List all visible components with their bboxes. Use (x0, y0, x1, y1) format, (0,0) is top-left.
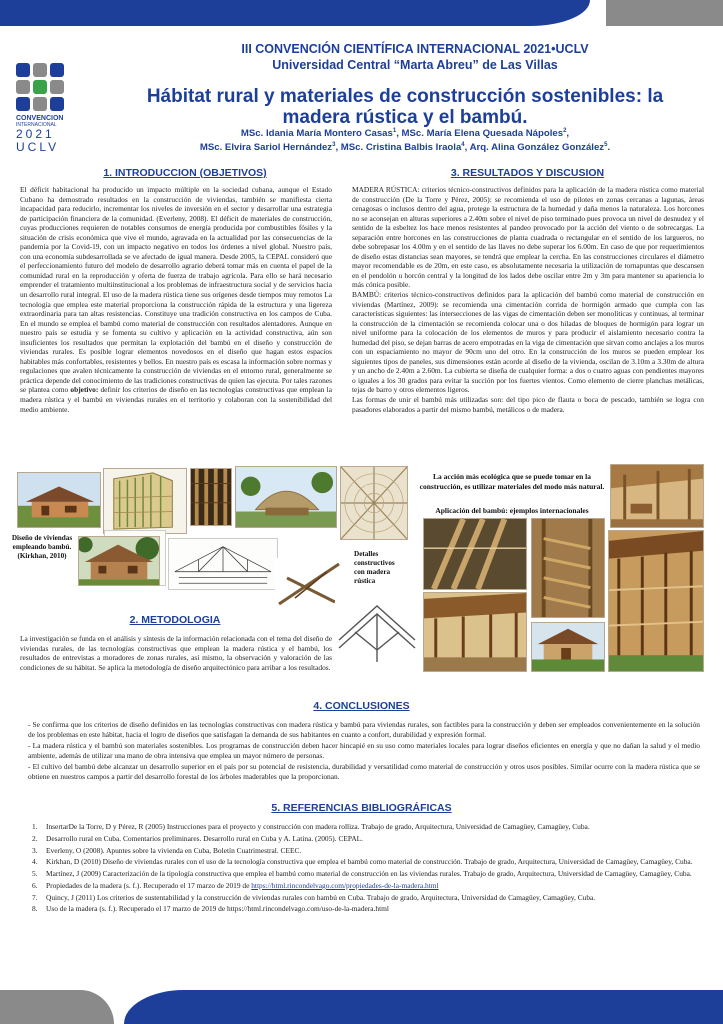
logo-square (16, 97, 30, 111)
poster-title-line2: madera rústica y el bambú. (282, 107, 528, 128)
section-title-conclusiones: 4. CONCLUSIONES (313, 700, 410, 712)
reference-item (32, 869, 704, 879)
conclusion-item: - El cultivo del bambú debe alcanzar un desarrollo superior en el país por su potencial de resistencia, durabilidad y versatilidad como material de construcción y otros usos posibles. Similar ocurre con la madera rústica que se obtiene en nuestros campos a partir del desarrollo forestal de los árboles maderables que la proporcionan. (28, 762, 700, 781)
resultados-paragraph-bambu: BAMBÚ: criterios técnico-constructivos definidos para la aplicación del bambú como material de construcción en viviendas (Martínez, 2009): se recomienda una cimentación corrida de hormigón armado que cumpla con las características siguientes: las intersecciones de las vigas de cimentación deben ser monolíticas y continuas, al terminar la construcción de la cimentación se recomienda colocar una o dos hiladas de bloques de hormigón para lograr un nivel uniforme para la colocación de los elementos de muros y para producir el aislamiento necesario contra la humedad del piso, se dejan barras de acero empotradas en la viga de cimentación que sirvan como anclajes a los muros con un espaciamiento no mayor de 90cm uno del otro. En la construcción de los muros se pueden emplear los siguientes tipos de paneles, sus dimensiones están acorde al diseño de la vivienda, oscilan de 3.10m a 3.30m de altura y un ancho de 2.40m a 2.60m. La cubierta se diseña de cualquier forma: a dos o cuatro aguas con pendientes mayores o iguales a los 30 grados para evitar la succión por los fuertes vientos. Como elemento de cierre planchas metálicas, tejas de barro y otros elementos ligeros. (352, 290, 704, 395)
logo-square (50, 97, 64, 111)
caption-design-bamboo: Diseño de viviendas empleando bambú. (Kirkhan, 2010) (11, 534, 73, 560)
photo-bamboo-poles (190, 468, 232, 526)
reference-list (32, 822, 704, 916)
photo-thatched-roof-interior (340, 466, 408, 540)
section-title-metodologia: 2. METODOLOGIA (129, 614, 221, 626)
objective-label: objetivo: (70, 385, 99, 395)
logo-square (33, 80, 47, 94)
section-title-referencias: 5. REFERENCIAS BIBLIOGRÁFICAS (271, 802, 452, 814)
logo-line2: INTERNACIONAL (16, 122, 57, 128)
author-affiliation: 1 (392, 128, 397, 134)
reference-number: 2. (32, 833, 38, 843)
photo-rural-house (78, 536, 160, 586)
authors-line2 (110, 142, 700, 153)
author-affiliation: 5 (604, 142, 608, 148)
section-text-resultados (352, 185, 704, 414)
reference-text: Propiedades de la madera (s. f.). Recuperado el 17 marzo de 2019 de (46, 880, 252, 890)
logo-square (33, 63, 47, 77)
reference-text: Quincy, J (2011) Los criterios de sustentabilidad y la construcción de viviendas rurales con bambú en Cuba. Trabajo de grado, Arquitectura, Universidad de Camagüey, Camagüey, Cuba. (46, 892, 596, 902)
reference-text: Uso de la madera (s. f.). Recuperado el 17 marzo de 2019 de https://html.rincondelvago.com/uso-de-la-madera.html (46, 904, 389, 914)
header-band-blue (0, 0, 590, 26)
section-text-introduccion (20, 185, 332, 414)
reference-number: 1. (32, 822, 38, 831)
photo-thatched-hut (235, 466, 337, 528)
reference-number: 7. (32, 892, 38, 902)
reference-number: 6. (32, 880, 38, 890)
author-affiliation: 2 (563, 128, 567, 134)
reference-item (32, 822, 704, 832)
author-separator: . (607, 142, 611, 154)
section-text-metodologia: La investigación se funda en el análisis y síntesis de la información relacionada con el tema del diseño de viviendas rurales, de las tecnologías constructivas que emplean la madera rústica y el bambú, los resultados de entrevistas a moradores de zonas rurales, así mismo, la observación y valoración de las condiciones de su hábitat. Se aplica la metodología de diseño arquitectónico para arribar a los resultados. (20, 634, 332, 672)
reference-text: Martínez, J (2009) Caracterización de la tipología constructiva que emplea el bambú como material de construcción en las viviendas rurales. Trabajo de grado, Arquitectura, Universidad de Camagüey, Camagüey, Cuba. (46, 869, 692, 879)
reference-link[interactable]: https://html.rincondelvago.com/propiedades-de-la-madera.html (251, 880, 439, 890)
logo-square (16, 63, 30, 77)
author-separator: , (566, 128, 570, 140)
logo-square (16, 80, 30, 94)
section-title-resultados: 3. RESULTADOS Y DISCUSION (450, 167, 605, 179)
photo-bamboo-building-facade (608, 530, 704, 672)
reference-text: Kirkhan, D (2010) Diseño de viviendas rurales con el uso de la tecnología constructiva que emplea el bambú como material de construcción. Trabajo de grado, Arquitectura, Universidad de Camagüey, Camagüey, Cuba. (46, 857, 693, 867)
reference-item (32, 904, 704, 914)
photo-bamboo-pavilion (423, 592, 527, 672)
reference-number: 3. (32, 845, 38, 855)
intro-text: El déficit habitacional ha producido un impacto múltiple en la sociedad cubana, aunque el Estado Cubano ha demostrado resultados en la construcción de viviendas, también se manifiesta cierta incapacidad para reducirlo, incrementar los niveles de inversión en el sector y desarrollar una estrategia de participación financiera de la comunidad. (Everleny, 2008). El déficit de materiales de construcción, cuyas producciones requieren de notables consumos de energía producida por combustibles fósiles y la situación de crisis económica que vive el mundo, agravada en la actualidad por las consecuencias de la pandemia por la Covid-19, con un impacto negativo en todos los órdenes a nivel global. Nuestro país, con una economía subdesarrollada se ve afectado de igual manera. Desde 2005, la CEPAL consideró que el perfeccionamiento futuro del modelo de desarrollo agrario deberá tomar más en cuenta el papel de la comunidad rural en la reproducción y oferta de fuerza de trabajo agrícola. Para ello se hará necesario emprender el tratamiento multiinstitucional a los problemas de infraestructura social y de servicios hacia un desarrollo rural integral. El uso de la madera rústica tiene sus orígenes desde tiempos muy remotos La tecnología que emplea este material proporciona la construcción rápida de la estructura y una ligereza extraordinaria para tan altas resistencias. Constituye una tradición constructiva en los campos de Cuba. En el mundo se emplea el bambú como material de construcción con resultados alentadores. Aunque en nuestro país se estudia y se fomenta su cultivo y aplicación en la actividad constructiva, aún son insuficientes los resultados que permitan la explotación del bambú en el diseño y construcción de viviendas rurales. Es posible lograr elementos novedosos en el diseño que hagan estos espacios habitables más confortables, resistentes y bellos. En nuestro país es escasa la información sobre normas y regulaciones que avalen técnicamente la construcción de viviendas en el entorno rural, generalmente se práctica depende del conocimiento de las tradiciones constructivas de quien las ejecuta. Por tales razones se plantea como (20, 185, 332, 395)
author-affiliation: 3 (332, 142, 336, 148)
footer-band-blue (124, 990, 723, 1024)
logo-year: 2021 (16, 127, 55, 141)
author-name: , MSc. Cristina Balbis Iraola (335, 142, 462, 154)
reference-number: 8. (32, 904, 38, 914)
drawing-truss-elevation (168, 538, 278, 590)
footer-band-grey (0, 990, 114, 1024)
photo-bamboo-stairs (531, 518, 605, 618)
logo-square (50, 80, 64, 94)
conference-title: III CONVENCIÓN CIENTÍFICA INTERNACIONAL 2021•UCLV (241, 42, 589, 56)
photo-bamboo-house-garden (531, 622, 605, 672)
reference-item (32, 857, 704, 867)
caption-eco-action: La acción más ecológica que se puede tomar en la construcción, es utilizar materiales del modo más natural. (419, 472, 605, 491)
reference-item (32, 834, 704, 844)
logo-grid (16, 63, 70, 111)
header-band-grey (606, 0, 723, 26)
caption-construction-details: Detalles constructivos con madera rústica (354, 550, 395, 585)
logo-name: UCLV (16, 140, 60, 154)
section-title-introduccion: 1. INTRODUCCION (OBJETIVOS) (103, 167, 267, 179)
photo-bamboo-house (17, 472, 101, 528)
author-name: , Arq. Alina González González (464, 142, 605, 154)
reference-item (32, 846, 704, 856)
drawing-bamboo-structure (103, 468, 187, 534)
author-name: MSc. Elvira Sariol Hernández (199, 142, 333, 154)
author-name: , MSc. María Elena Quesada Nápoles (396, 128, 564, 140)
reference-number: 4. (32, 857, 38, 867)
university-name: Universidad Central “Marta Abreu” de Las Villas (272, 58, 558, 72)
reference-item (32, 881, 704, 891)
intro-text-objective: definir los criterios de diseño en las tecnologías constructivas que emplean la madera rústica y el bambú en viviendas rurales en el territorio y colaboran con la sostenibilidad del medio ambiente. (20, 385, 332, 414)
authors-line1 (110, 128, 700, 139)
poster-title-line1: Hábitat rural y materiales de construcción sostenibles: la (146, 86, 664, 107)
resultados-paragraph-madera: MADERA RÚSTICA: criterios técnico-constructivos definidos para la aplicación de la madera rústica como material de construcción (De la Torre y Pérez, 2005): se recomienda el uso de pilotes en zonas cercanas a lagunas, áreas cenagosas o inclusos dentro del agua, protege la estructura de la humedad y daña menos la naturaleza. Los horcones no se aconsejan en alturas superiores a 2.40m sobre el nivel de piso terminado pues provoca un nivel de desnudez y el sentido de la esbeltez los hace menos resistentes al pandeo provocado por la acción del viento o de sobrecargas. La separación entre horcones en las construcciones de planta cuadrada o rectangular en el sentido de los largueros, no debe sobrepasar los 4.00m y en el sentido de las llaves no debe superar los 6.00m. En caso de que por requerimientos de diseño estas distancias sean mayores, se tendrá que emplear la cercha. En las construcciones circulares el diámetro mayor recomendable es de 20m, en este caso, es absolutamente necesaria la utilización de tornapuntas que descansen en el pendolón u horcón central y la longitud de los lados debe oscilar entre 2m y 3m para mantener su apariencia lo más cónica posible. (352, 185, 704, 290)
reference-text: Desarrollo rural en Cuba. Comentarios preliminares. Desarrollo rural en Cuba y A. Latina. (2005). CEPAL. (46, 833, 364, 843)
conclusion-item: - La madera rústica y el bambú son materiales sostenibles. Los programas de construcción deben hacer hincapié en su uso como materiales locales para lograr diseños eficientes en energía y que no dañan la salud y el medio ambiente, además de utilizar una mano de obra intensiva que emplea un mayor número de personas. (28, 741, 700, 760)
reference-item (32, 893, 704, 903)
logo-square (50, 63, 64, 77)
reference-text: Everleny, O (2008). Apuntes sobre la vivienda en Cuba, Boletín Cuatrimestral. CEEC. (46, 845, 302, 855)
photo-bamboo-interior (610, 464, 704, 528)
poster-title (110, 86, 700, 128)
caption-bamboo-examples: Aplicación del bambú: ejemplos internacionales (435, 506, 589, 515)
photo-bamboo-poles-close (423, 518, 527, 590)
section-text-conclusiones (28, 720, 700, 784)
author-affiliation: 4 (461, 142, 465, 148)
resultados-paragraph-uniones: Las formas de unir el bambú más utilizadas son: del tipo pico de flauta o boca de pescado, también se logra con pasadores elaborados a partir del mismo bambú, metálicos o de madera. (352, 395, 704, 414)
reference-number: 5. (32, 869, 38, 879)
conclusion-item: - Se confirma que los criterios de diseño definidos en las tecnologías constructivas con madera rústica y bambú para viviendas rurales, son factibles para la construcción y deben ser empleados convenientemente en la solución de los problemas en este hábitat, hacia el logro de diseños que satisfagan la demanda de sus habitantes en cuanto a confort, durabilidad y expresión formal. (28, 720, 700, 739)
logo-line1: CONVENCION (16, 115, 64, 122)
logo-square (33, 97, 47, 111)
reference-text: InsertarDe la Torre, D y Pérez, R (2005) Instrucciones para el proyecto y construcción con madera rolliza. Trabajo de grado, Arquitectura, Universidad de Camagüey, Camagüey, Cuba. (46, 822, 590, 831)
conference-logo (16, 63, 70, 154)
drawing-roof-truss-detail (335, 600, 419, 666)
author-name: MSc. Idania María Montero Casas (240, 128, 393, 140)
